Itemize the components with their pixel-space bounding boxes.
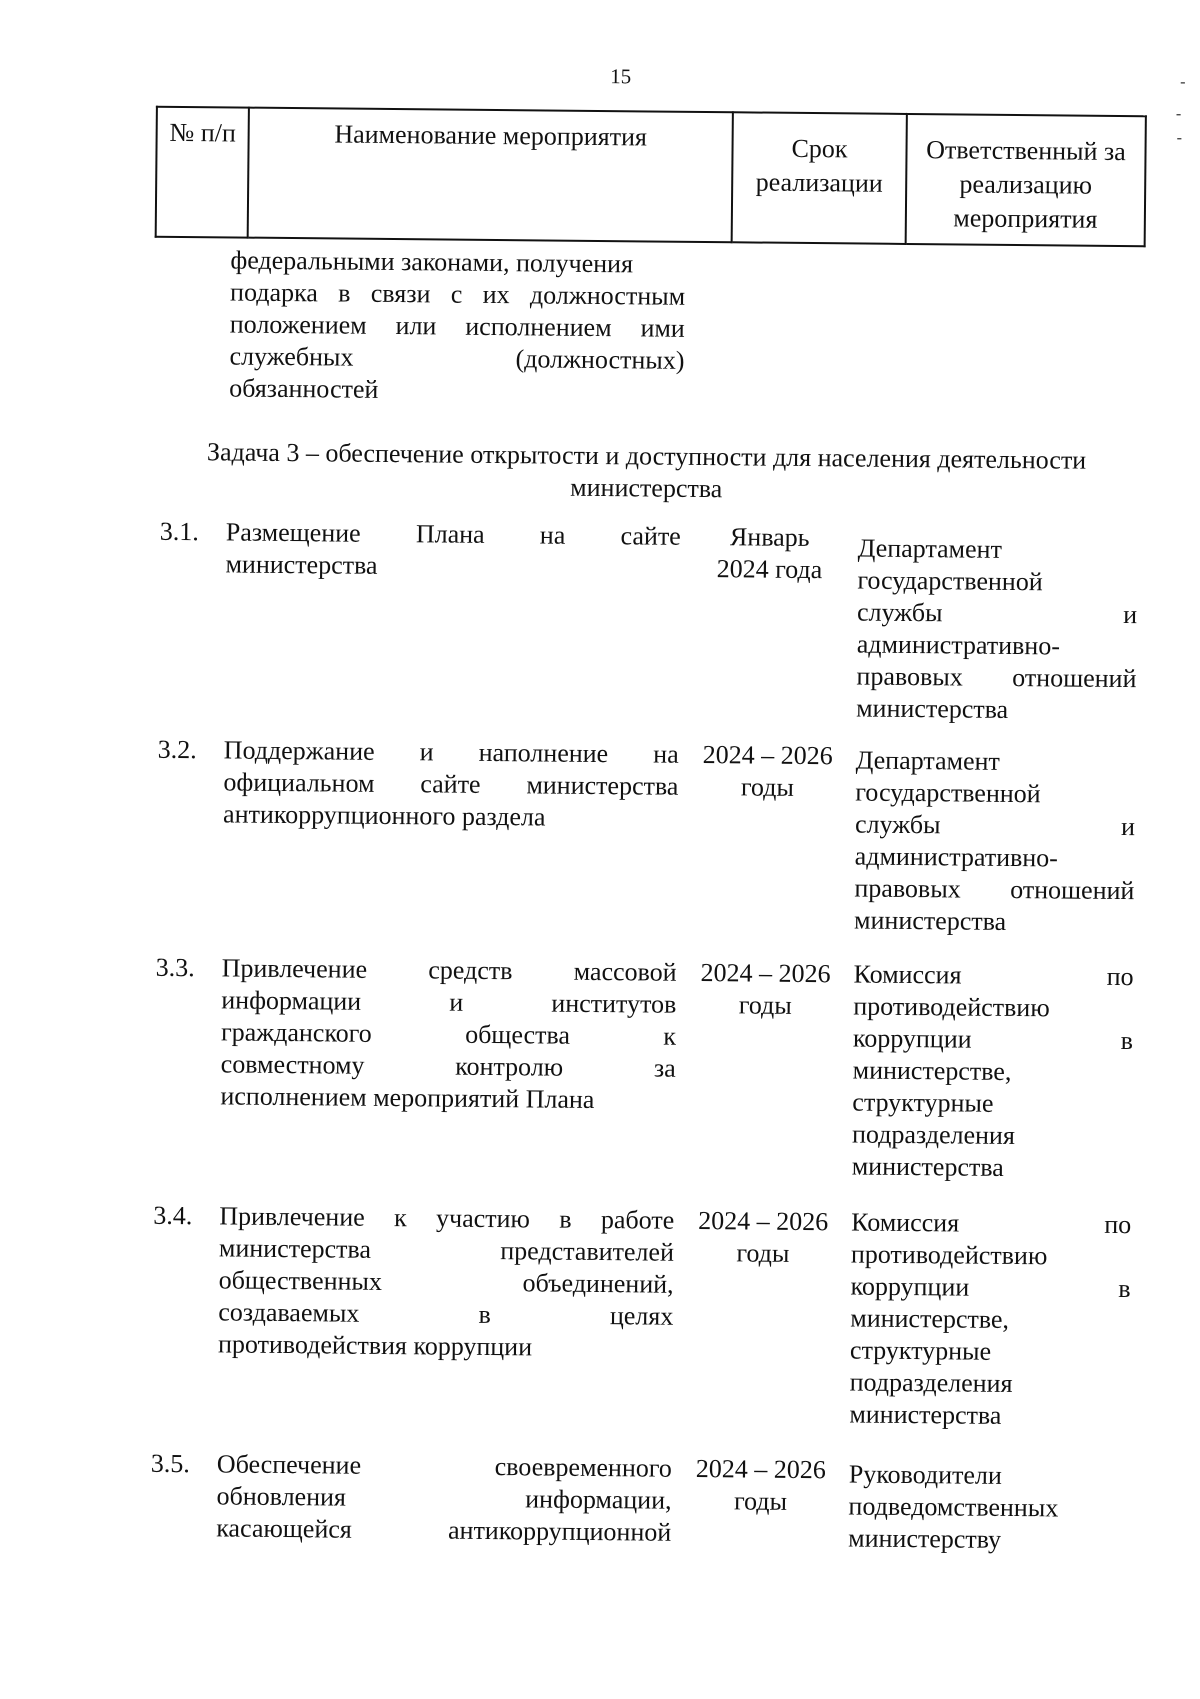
row-term-line: годы (738, 990, 792, 1020)
row-resp-line: коррупции в (852, 1023, 1134, 1056)
row-responsible (856, 532, 1138, 727)
row-name-line: противодействия коррупции (217, 1329, 533, 1362)
row-name-line: министерства (225, 549, 378, 580)
row-name (220, 952, 677, 1116)
row-resp-line: службы и (854, 809, 1136, 842)
page-number: 15 (610, 64, 632, 89)
task-heading-line: Задача 3 – обеспечение открытости и доступности для населения деятельности (206, 437, 1087, 475)
row-name-line: информации и институтов (221, 985, 677, 1019)
row-term (683, 957, 848, 1023)
row-term-line: 2024 – 2026 (702, 740, 833, 771)
header-col-term: Срок реализации (732, 112, 907, 244)
row-name-line: гражданского общества к (220, 1017, 677, 1051)
row-resp-line: противодействию (850, 1239, 1048, 1271)
task-heading-line: министерства (570, 472, 723, 504)
row-name (216, 1448, 672, 1548)
row-resp-line: подразделения (849, 1367, 1013, 1399)
row-term-line: 2024 – 2026 (698, 1205, 829, 1237)
table-header (155, 106, 1147, 248)
row-term-line: 2024 – 2026 (695, 1453, 827, 1485)
row-resp-line: структурные (849, 1335, 992, 1366)
row-resp-line: Комиссия по (853, 959, 1134, 992)
row-resp-line: Комиссия по (851, 1207, 1132, 1240)
row-resp-line: коррупции в (850, 1271, 1131, 1304)
row-name-line: Обеспечение своевременного (216, 1449, 673, 1483)
row-name-line: Привлечение к участию в работе (219, 1201, 675, 1235)
row-resp-line: Департамент (855, 745, 1001, 776)
table-row (0, 1198, 1189, 1430)
row-name-line: совместному контролю за (220, 1049, 676, 1083)
table-row (0, 732, 1194, 936)
row-term-line: годы (736, 1238, 790, 1268)
row-resp-line: государственной (855, 777, 1041, 809)
task-heading (156, 436, 1137, 509)
row-term-line: 2024 года (716, 554, 823, 585)
row-resp-line: Департамент (857, 533, 1003, 564)
row-resp-line: министерства (854, 905, 1007, 936)
continuation-line: положением или исполнением ими (229, 309, 685, 343)
row-name-line: создаваемых в целях (218, 1297, 674, 1331)
row-number: 3.3. (155, 952, 195, 983)
row-resp-line: подразделения (851, 1119, 1016, 1151)
row-resp-line: министерства (856, 693, 1009, 724)
row-resp-line: министерстве, (852, 1055, 1012, 1086)
table-row (0, 514, 1196, 724)
continuation-line: федеральными законами, получения (230, 245, 634, 279)
row-name-line: касающейся антикоррупционной (216, 1513, 672, 1547)
header-col-responsible: Ответственный за реализацию мероприятия (906, 114, 1146, 246)
row-term (678, 1453, 843, 1519)
row-name (223, 734, 679, 834)
row-name-line: Привлечение средств массовой (221, 953, 677, 987)
row-number: 3.5. (150, 1448, 191, 1479)
row-name (225, 516, 681, 584)
margin-mark: - (1175, 105, 1182, 123)
continuation-line: подарка в связи с их должностным (230, 277, 686, 311)
row-resp-line: правовых отношений (856, 661, 1137, 694)
header-col-name: Наименование мероприятия (248, 108, 733, 243)
continuation-line: обязанностей (229, 373, 379, 404)
row-resp-line: административно- (856, 629, 1061, 661)
row-responsible (854, 744, 1136, 939)
row-resp-line: министерстве, (850, 1303, 1010, 1334)
row-name-line: обновления информации, (216, 1481, 672, 1515)
row-name (218, 1200, 675, 1364)
row-name-line: общественных объединений, (218, 1265, 674, 1299)
continuation-line: служебных (должностных) (229, 341, 685, 375)
row-resp-line: противодействию (853, 991, 1050, 1023)
row-responsible (849, 1206, 1131, 1433)
margin-mark: - (1180, 73, 1186, 91)
row-responsible (848, 1458, 1129, 1557)
header-col-number: № п/п (156, 107, 249, 238)
row-term (685, 739, 850, 805)
table-row (0, 1446, 1187, 1554)
row-term-line: Январь (729, 522, 810, 553)
row-resp-line: Руководители (848, 1459, 1003, 1490)
table-row (0, 950, 1192, 1182)
row-name-line: Размещение Плана на сайте (225, 517, 681, 551)
row-term-line: 2024 – 2026 (700, 958, 831, 989)
row-resp-line: министерства (851, 1151, 1004, 1182)
row-resp-line: административно- (854, 841, 1059, 873)
row-name-line: исполнением мероприятий Плана (220, 1081, 595, 1114)
continuation-text (229, 244, 686, 408)
row-resp-line: правовых отношений (854, 873, 1135, 906)
row-number: 3.1. (159, 516, 199, 547)
row-resp-line: министерству (848, 1523, 1002, 1554)
row-term (681, 1205, 846, 1271)
row-responsible (852, 958, 1134, 1185)
row-term-line: годы (740, 772, 795, 802)
margin-mark: - (1176, 129, 1183, 147)
row-number: 3.2. (157, 734, 197, 765)
row-resp-line: министерства (849, 1399, 1002, 1430)
row-name-line: министерства представителей (218, 1233, 675, 1267)
row-name-line: антикоррупционного раздела (222, 799, 546, 832)
row-resp-line: службы и (856, 597, 1138, 630)
row-resp-line: подведомственных (848, 1491, 1059, 1523)
row-resp-line: структурные (852, 1087, 994, 1118)
row-term-line: годы (733, 1486, 788, 1516)
row-resp-line: государственной (857, 565, 1043, 597)
row-name-line: официальном сайте министерства (223, 767, 679, 801)
row-name-line: Поддержание и наполнение на (223, 735, 679, 769)
row-term (687, 521, 852, 587)
row-number: 3.4. (153, 1200, 193, 1231)
